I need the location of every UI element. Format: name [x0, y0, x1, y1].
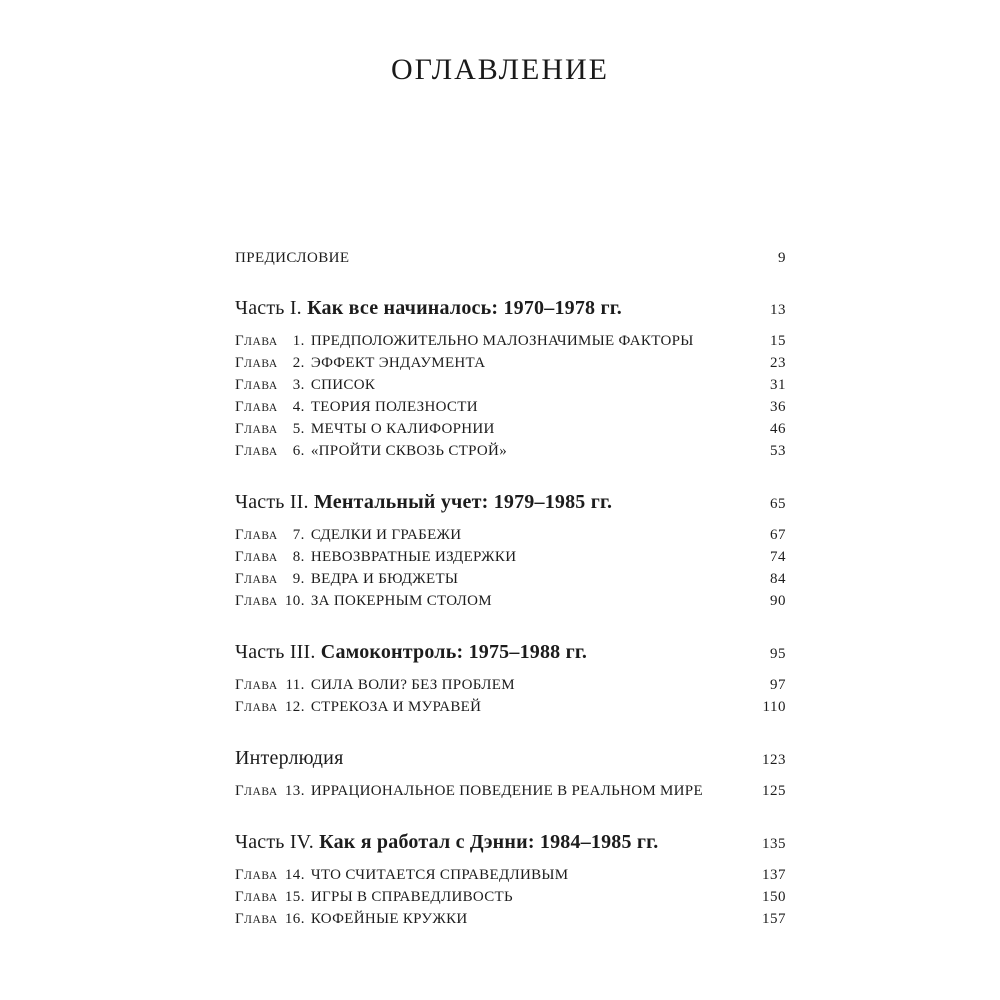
page-number: 110	[762, 699, 786, 715]
toc-entry-simple	[235, 248, 786, 269]
chapter-title: ЧТО СЧИТАЕТСЯ СПРАВЕДЛИВЫМ	[310, 867, 569, 883]
toc-entry-chapter	[235, 353, 786, 375]
toc-entry-part	[235, 829, 786, 857]
toc-entry-label	[235, 547, 770, 569]
chapter-title: СДЕЛКИ И ГРАБЕЖИ	[310, 527, 462, 543]
chapter-number: 6.	[292, 443, 305, 459]
chapter-title: ВЕДРА И БЮДЖЕТЫ	[310, 571, 459, 587]
page-number: 150	[762, 889, 786, 905]
entry-title: Интерлюдия	[235, 747, 344, 769]
toc-entry-label	[235, 745, 762, 771]
page-number: 23	[770, 355, 786, 371]
toc-entry-label	[235, 489, 770, 515]
chapter-word: ГЛАВА	[235, 593, 278, 609]
toc-entry-chapter	[235, 781, 786, 803]
part-title: Ментальный учет: 1979–1985 гг.	[313, 491, 613, 513]
chapter-word: ГЛАВА	[235, 333, 278, 349]
chapter-title: СИЛА ВОЛИ? БЕЗ ПРОБЛЕМ	[310, 677, 515, 693]
toc-entry-label	[235, 441, 770, 463]
chapter-title: ИРРАЦИОНАЛЬНОЕ ПОВЕДЕНИЕ В РЕАЛЬНОМ МИРЕ	[310, 783, 703, 799]
toc-list	[235, 248, 786, 931]
chapter-number: 9.	[292, 571, 305, 587]
chapter-title: НЕВОЗВРАТНЫЕ ИЗДЕРЖКИ	[310, 549, 517, 565]
toc-entry-chapter	[235, 397, 786, 419]
chapter-number: 12.	[284, 699, 305, 715]
page-number: 9	[778, 250, 786, 266]
chapter-number: 5.	[292, 421, 305, 437]
toc-entry-chapter	[235, 419, 786, 441]
toc-entry-chapter	[235, 909, 786, 931]
chapter-title: ПРЕДПОЛОЖИТЕЛЬНО МАЛОЗНАЧИМЫЕ ФАКТОРЫ	[310, 333, 694, 349]
part-prefix: Часть IV.	[235, 831, 320, 853]
chapter-word: ГЛАВА	[235, 911, 278, 927]
entry-title: ПРЕДИСЛОВИЕ	[235, 250, 350, 266]
part-prefix: Часть II.	[235, 491, 314, 513]
page-number: 15	[770, 333, 786, 349]
chapter-title: ЭФФЕКТ ЭНДАУМЕНТА	[310, 355, 486, 371]
page-number: 53	[770, 443, 786, 459]
part-title: Как я работал с Дэнни: 1984–1985 гг.	[319, 831, 659, 853]
chapter-word: ГЛАВА	[235, 571, 278, 587]
chapter-word: ГЛАВА	[235, 421, 278, 437]
page-number: 90	[770, 593, 786, 609]
page-number: 67	[770, 527, 786, 543]
chapter-number: 8.	[292, 549, 305, 565]
toc-entry-label	[235, 569, 770, 591]
chapter-title: КОФЕЙНЫЕ КРУЖКИ	[310, 911, 468, 927]
chapter-number: 11.	[285, 677, 305, 693]
toc-entry-label	[235, 675, 770, 697]
part-title: Самоконтроль: 1975–1988 гг.	[320, 641, 588, 663]
toc-entry-label	[235, 331, 770, 353]
toc-entry-part	[235, 639, 786, 667]
toc-entry-interlude	[235, 745, 786, 773]
toc-entry-label	[235, 887, 762, 909]
chapter-word: ГЛАВА	[235, 377, 278, 393]
page-number: 95	[770, 646, 786, 662]
chapter-title: МЕЧТЫ О КАЛИФОРНИИ	[310, 421, 495, 437]
chapter-word: ГЛАВА	[235, 783, 278, 799]
page-number: 123	[762, 752, 786, 768]
chapter-number: 2.	[292, 355, 305, 371]
chapter-number: 7.	[292, 527, 305, 543]
chapter-number: 1.	[292, 333, 305, 349]
toc-entry-chapter	[235, 675, 786, 697]
chapter-number: 3.	[292, 377, 305, 393]
chapter-word: ГЛАВА	[235, 549, 278, 565]
toc-entry-label	[235, 248, 778, 269]
chapter-word: ГЛАВА	[235, 889, 278, 905]
toc-entry-chapter	[235, 375, 786, 397]
chapter-number: 16.	[284, 911, 305, 927]
toc-entry-chapter	[235, 697, 786, 719]
toc-entry-chapter	[235, 547, 786, 569]
chapter-word: ГЛАВА	[235, 699, 278, 715]
toc-entry-part	[235, 489, 786, 517]
part-prefix: Часть III.	[235, 641, 321, 663]
page-title: ОГЛАВЛЕНИЕ	[391, 53, 609, 86]
toc-entry-label	[235, 419, 770, 441]
part-prefix: Часть I.	[235, 297, 308, 319]
toc-entry-label	[235, 829, 762, 855]
page-number: 74	[770, 549, 786, 565]
toc-entry-part	[235, 295, 786, 323]
toc-entry-label	[235, 525, 770, 547]
page-number: 135	[762, 836, 786, 852]
toc-entry-chapter	[235, 441, 786, 463]
page-number: 137	[762, 867, 786, 883]
chapter-title: ЗА ПОКЕРНЫМ СТОЛОМ	[310, 593, 492, 609]
toc-entry-label	[235, 639, 770, 665]
chapter-word: ГЛАВА	[235, 867, 278, 883]
toc-entry-label	[235, 909, 762, 931]
toc-entry-chapter	[235, 591, 786, 613]
page-number: 97	[770, 677, 786, 693]
page-number: 31	[770, 377, 786, 393]
chapter-title: СПИСОК	[310, 377, 376, 393]
toc-entry-chapter	[235, 569, 786, 591]
toc-entry-chapter	[235, 525, 786, 547]
page-number: 125	[762, 783, 786, 799]
toc-entry-label	[235, 295, 770, 321]
page-number: 36	[770, 399, 786, 415]
toc-entry-chapter	[235, 331, 786, 353]
chapter-number: 4.	[292, 399, 305, 415]
chapter-number: 10.	[284, 593, 305, 609]
toc-entry-chapter	[235, 887, 786, 909]
toc-entry-chapter	[235, 865, 786, 887]
chapter-word: ГЛАВА	[235, 355, 278, 371]
chapter-title: ТЕОРИЯ ПОЛЕЗНОСТИ	[310, 399, 478, 415]
toc-entry-label	[235, 591, 770, 613]
toc-entry-label	[235, 697, 763, 719]
chapter-number: 13.	[284, 783, 305, 799]
chapter-title: СТРЕКОЗА И МУРАВЕЙ	[310, 699, 482, 715]
page-number: 84	[770, 571, 786, 587]
chapter-word: ГЛАВА	[235, 399, 278, 415]
toc-entry-label	[235, 375, 770, 397]
page-number: 46	[770, 421, 786, 437]
toc-entry-label	[235, 781, 762, 803]
chapter-word: ГЛАВА	[235, 527, 278, 543]
chapter-number: 14.	[284, 867, 305, 883]
chapter-word: ГЛАВА	[235, 443, 278, 459]
chapter-number: 15.	[284, 889, 305, 905]
toc-entry-label	[235, 353, 770, 375]
page-number: 65	[770, 496, 786, 512]
page-number: 13	[770, 302, 786, 318]
part-title: Как все начиналось: 1970–1978 гг.	[307, 297, 622, 319]
toc-entry-label	[235, 397, 770, 419]
chapter-word: ГЛАВА	[235, 677, 278, 693]
chapter-title: ИГРЫ В СПРАВЕДЛИВОСТЬ	[310, 889, 513, 905]
page-number: 157	[762, 911, 786, 927]
toc-entry-label	[235, 865, 762, 887]
chapter-title: «ПРОЙТИ СКВОЗЬ СТРОЙ»	[310, 443, 507, 459]
